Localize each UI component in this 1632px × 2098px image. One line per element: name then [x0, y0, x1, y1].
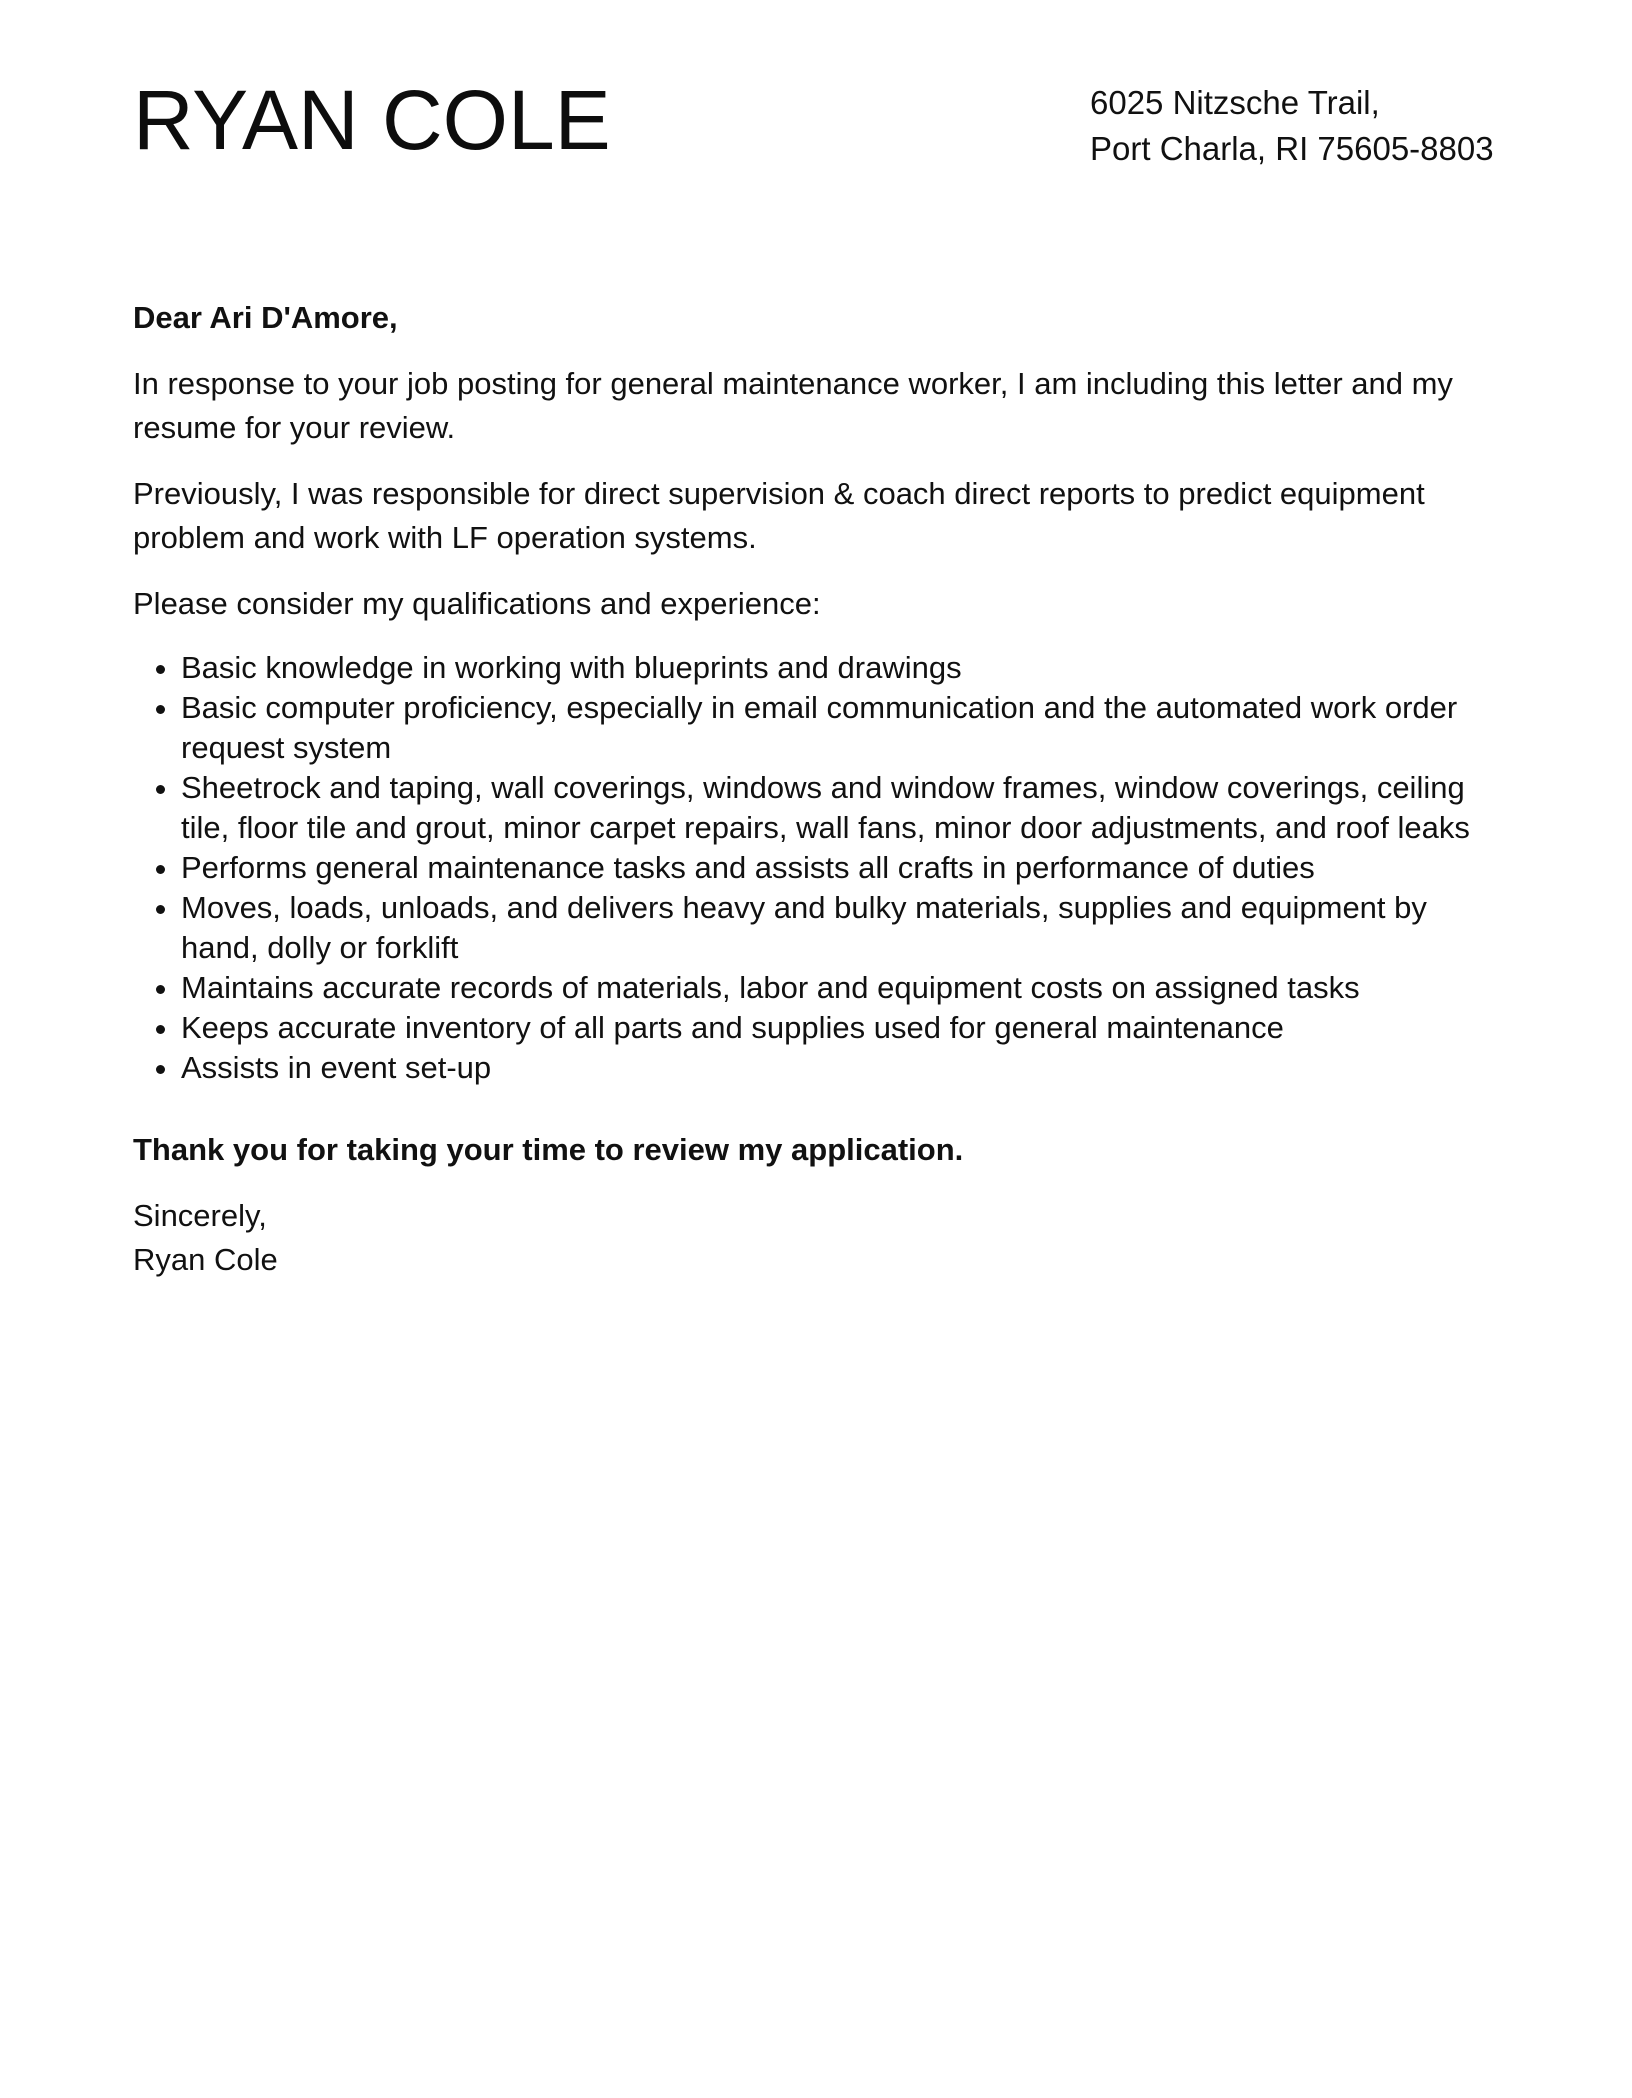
qualifications-list [133, 648, 1503, 1088]
list-item: • Basic knowledge in working with blueprints and drawings [181, 648, 1503, 688]
paragraph-qualifications-intro: Please consider my qualifications and experience: [133, 586, 821, 621]
list-item: • Basic computer proficiency, especially in email communication and the automated work order request system [181, 688, 1503, 768]
address-line-1: 6025 Nitzsche Trail, [1090, 84, 1380, 121]
applicant-address [1090, 80, 1494, 172]
list-item: • Keeps accurate inventory of all parts and supplies used for general maintenance [181, 1008, 1503, 1048]
signature-name: Ryan Cole [133, 1242, 278, 1277]
greeting: Dear Ari D'Amore, [133, 300, 398, 335]
list-item: • Performs general maintenance tasks and assists all crafts in performance of duties [181, 848, 1503, 888]
list-item: • Assists in event set-up [181, 1048, 1503, 1088]
paragraph-experience: Previously, I was responsible for direct supervision & coach direct reports to predict equipment problem and work with LF operation systems. [133, 476, 1425, 555]
address-line-2: Port Charla, RI 75605-8803 [1090, 130, 1494, 167]
list-item: • Sheetrock and taping, wall coverings, windows and window frames, window coverings, ceiling tile, floor tile and grout, minor carpet repairs, wall fans, minor door adjustments, and roof leaks [181, 768, 1503, 848]
closing-thanks: Thank you for taking your time to review my application. [133, 1132, 964, 1167]
list-item: • Maintains accurate records of materials, labor and equipment costs on assigned tasks [181, 968, 1503, 1008]
paragraph-intro: In response to your job posting for general maintenance worker, I am including this letter and my resume for your review. [133, 366, 1453, 445]
list-item: • Moves, loads, unloads, and delivers heavy and bulky materials, supplies and equipment by hand, dolly or forklift [181, 888, 1503, 968]
applicant-name: RYAN COLE [133, 73, 611, 167]
signoff: Sincerely, [133, 1198, 267, 1233]
signoff-block [133, 1194, 1503, 1282]
letter-body [133, 296, 1503, 1282]
